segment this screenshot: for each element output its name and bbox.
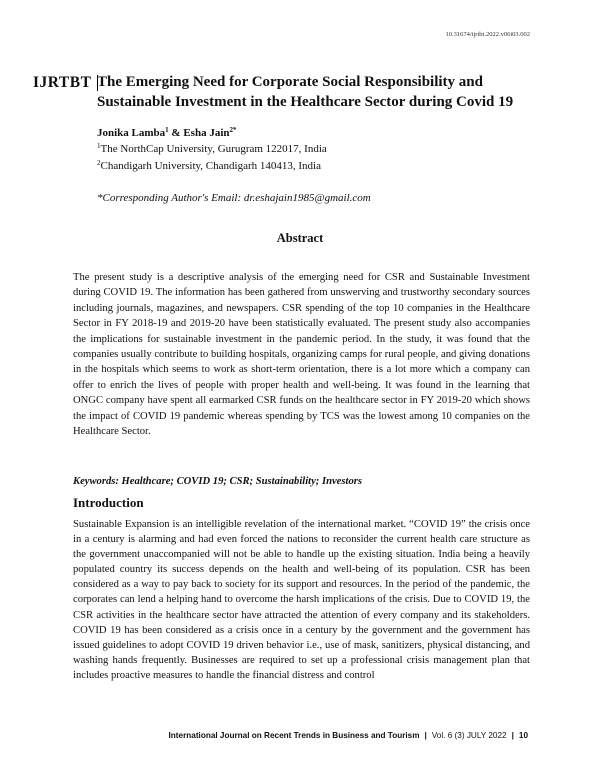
affiliation-1-text: The NorthCap University, Gurugram 122017, India [100, 143, 327, 155]
keywords-line: Keywords: Healthcare; COVID 19; CSR; Sustainability; Investors [73, 476, 362, 487]
affiliation-2 [97, 160, 321, 172]
abstract-body: The present study is a descriptive analysis of the emerging need for CSR and Sustainable Investment during COVID 19. The information has been gathered from unswerving and trustworthy secondary sources including journals, magazines, and newspapers. CSR spending of the top 10 companies in the Healthcare Sector in FY 2018-19 and 2019-20 have been statistically evaluated. The present study also accompanies the implications for sustainable investment in the pandemic period. In the study, it was found that the companies usually contribute to building hospitals, organizing camps for rural people, and giving donations in the hospitals which seems to work as short-term orientation, there is a lot more which a company can offer to enrich the lives of people with proper health and well-being. It was found in the learning that ONGC company have spent all earmarked CSR funds on the healthcare sector in FY 2019-20 which shows the impact of COVID 19 pandemic whereas spending by TCS was the lowest among 10 companies on the Healthcare Sector. [73, 272, 530, 438]
footer-volume: Vol. 6 (3) JULY 2022 [431, 731, 507, 740]
journal-logo-tag: IJRTBT [33, 75, 98, 91]
author-line [97, 127, 237, 139]
footer-journal-name: International Journal on Recent Trends in Business and Tourism [168, 731, 420, 740]
introduction-body: Sustainable Expansion is an intelligible revelation of the international market. “COVID 19” the crisis once in a century is alarming and had even forced the nations to reconsider the current health care structure as the government unaccompanied will not be able to handle up the existing situation. India being a heavily populated country its success depends on the health and well-being of its population. CSR has been considered as a way to pay back to society for its support and resources. In the period of the pandemic, the corporates can lend a helping hand to overcome the harsh implications of the crisis. Due to COVID 19, the CSR activities in the healthcare sector have attracted the attention of every company and its stakeholders. COVID 19 has been considered as a crisis once in a century by the government and the government has issued guidelines to adopt COVID 19 driven behavior i.e., use of mask, sanitizers, physical distancing, and washing hands frequently. Businesses are required to set up a professional crisis management plan that includes proactive measures to handle the financial distress and control [73, 519, 530, 681]
footer-separator-2: | [511, 731, 514, 740]
affiliation-1 [97, 143, 327, 155]
author-2-affiliation-mark: 2* [229, 126, 237, 134]
page-footer [169, 731, 528, 740]
affiliation-2-text: Chandigarh University, Chandigarh 140413, India [100, 160, 321, 172]
author-2-name: Esha Jain [183, 127, 230, 139]
doi-label: 10.31674/ijrtbt.2022.v06i03.002 [445, 31, 530, 38]
affiliation-2-mark: 2 [97, 159, 101, 167]
abstract-heading: Abstract [276, 231, 324, 245]
author-1-name: Jonika Lamba [97, 127, 166, 139]
footer-page-number: 10 [518, 731, 528, 740]
introduction-heading: Introduction [73, 495, 144, 510]
paper-title: The Emerging Need for Corporate Social Responsibility and Sustainable Investment in the Healthcare Sector during Covid 19 [97, 74, 514, 110]
author-1-affiliation-mark: 1 [165, 126, 169, 134]
footer-separator-1: | [424, 731, 427, 740]
corresponding-author-email: *Corresponding Author's Email: dr.eshajain1985@gmail.com [97, 192, 371, 204]
author-separator: & [168, 127, 184, 139]
affiliation-1-mark: 1 [97, 142, 101, 150]
